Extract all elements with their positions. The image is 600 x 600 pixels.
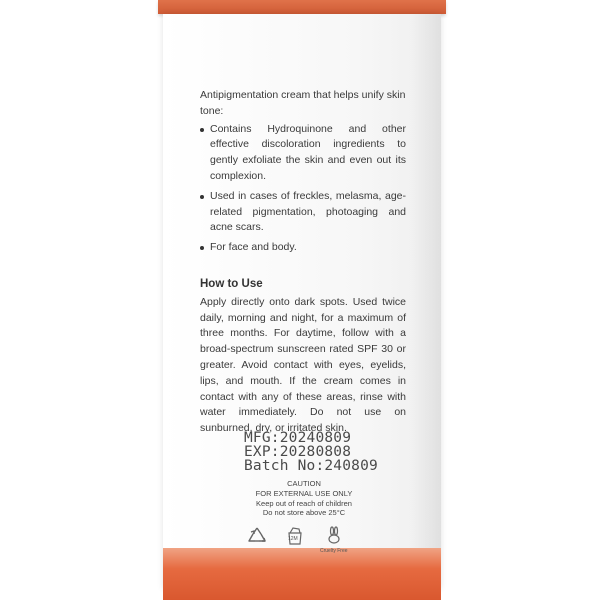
list-item: For face and body.	[200, 240, 406, 256]
intro-text: Antipigmentation cream that helps unify skin tone:	[200, 89, 406, 117]
caution-line: FOR EXTERNAL USE ONLY	[255, 488, 353, 498]
feature-list	[200, 122, 406, 256]
caution-line: Keep out of reach of children	[256, 498, 352, 508]
how-to-use-heading: How to Use	[200, 277, 263, 290]
pao-label: 12M	[288, 536, 298, 542]
mfg-code: MFG:20240809	[244, 430, 352, 446]
printed-codes	[244, 431, 378, 473]
box-top-flap	[158, 0, 446, 14]
cruelty-free-rabbit-icon	[324, 526, 344, 546]
symbol-row	[240, 526, 370, 556]
panel-shading	[411, 14, 441, 589]
cruelty-free-label: Cruelty Free	[320, 548, 348, 554]
list-item: Used in cases of freckles, melasma, age-related pigmentation, photoaging and acne scars.	[200, 189, 406, 236]
caution-title: CAUTION	[287, 479, 321, 488]
caution-line: Do not store above 25°C	[262, 508, 346, 518]
caution-block	[214, 479, 394, 518]
recycle-icon	[245, 526, 269, 548]
exp-code: EXP:20280808	[244, 444, 352, 460]
how-to-use-text: Apply directly onto dark spots. Used twice daily, morning and night, for a maximum of three months. For daytime, follow with a broad-spectrum sunscreen rated SPF 30 or greater. Avoid contact with eyes, eyelids, lips, and mouth. If the cream comes in contact with any of these areas, rinse with water immediately. Do not use on sunburned, dry, or irritated skin.	[200, 295, 406, 435]
list-item: Contains Hydroquinone and other effective discoloration ingredients to gently exfoliate the skin and even out its complexion.	[200, 122, 406, 185]
batch-code: Batch No:240809	[244, 458, 378, 474]
description-block	[200, 88, 406, 437]
